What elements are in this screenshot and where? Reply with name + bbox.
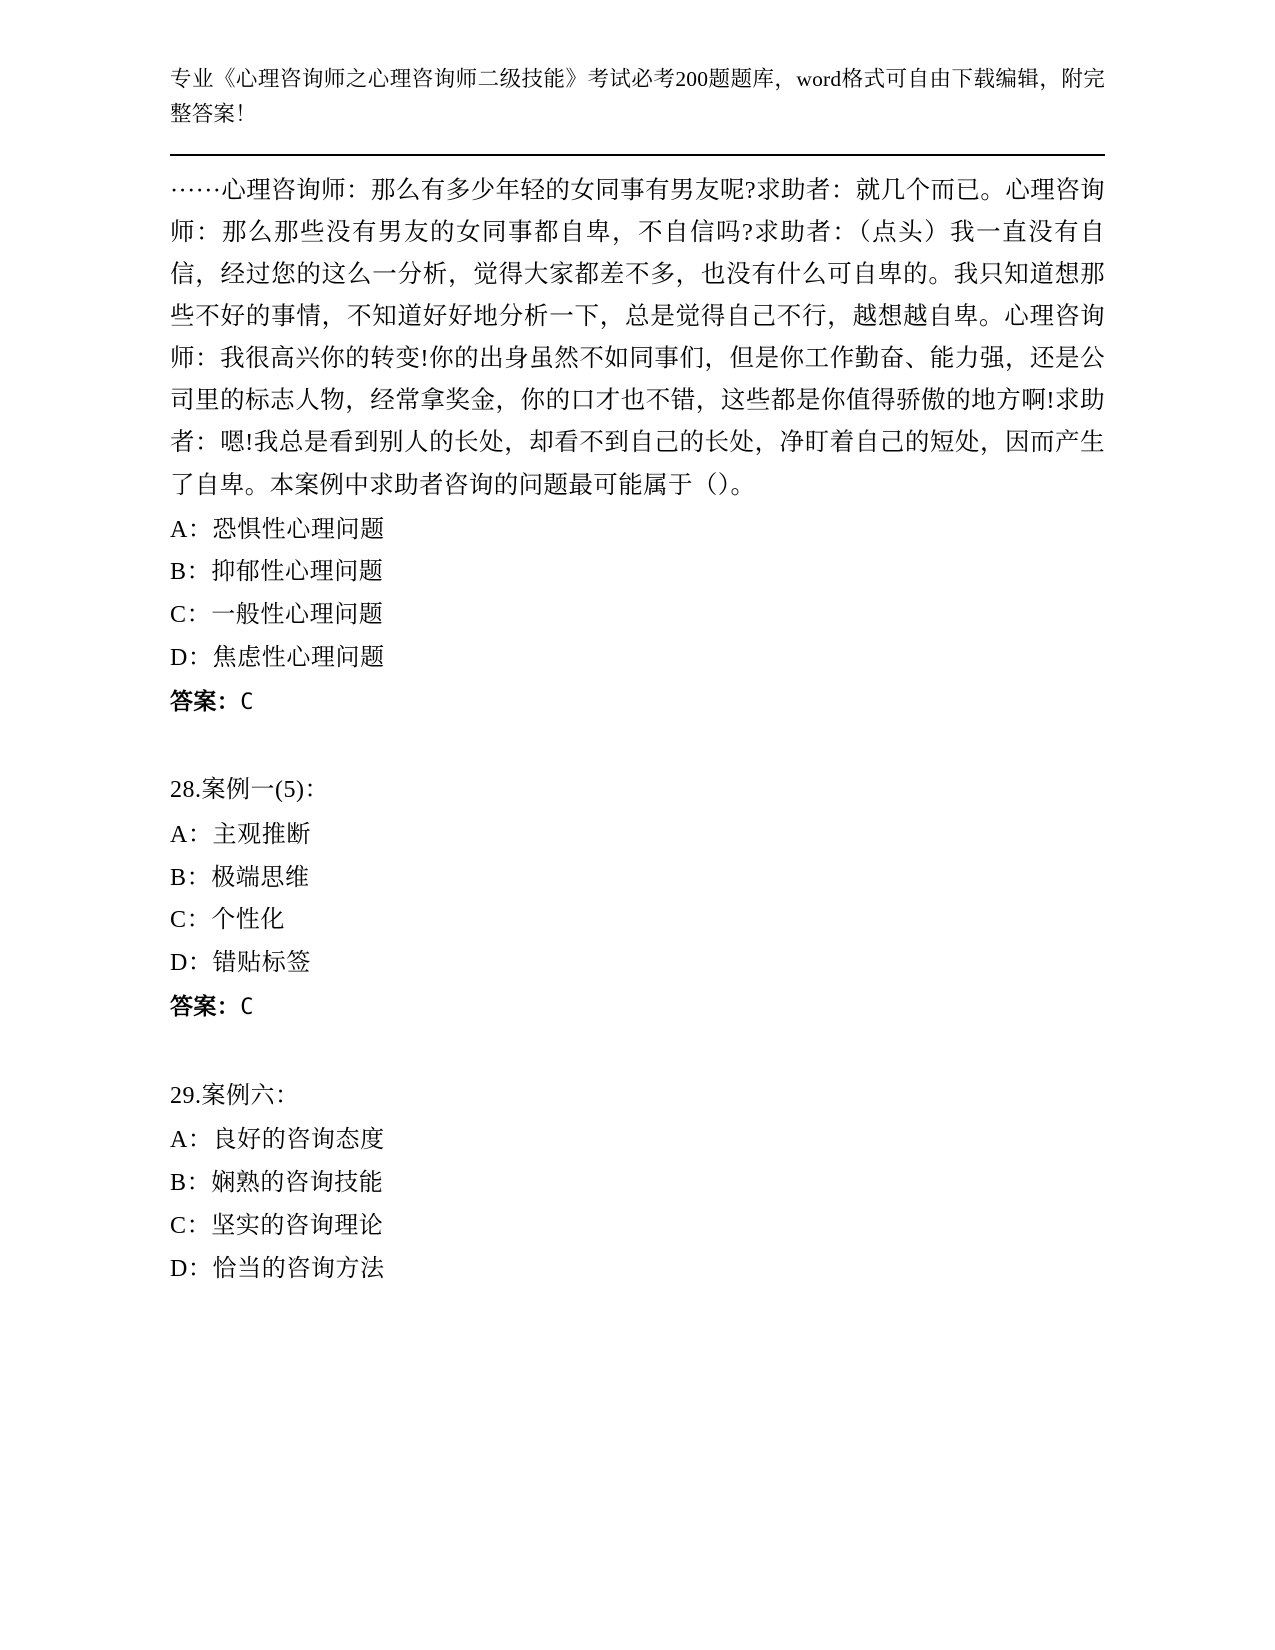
option-list xyxy=(170,814,1105,985)
option-c: C：坚实的咨询理论 xyxy=(170,1212,384,1239)
answer-value: C xyxy=(240,994,254,1020)
option-b: B：抑郁性心理问题 xyxy=(170,559,384,586)
option-d: D：焦虑性心理问题 xyxy=(170,644,385,671)
answer-row xyxy=(170,680,1105,724)
option-list xyxy=(170,1119,1105,1290)
option-c: C：一般性心理问题 xyxy=(170,602,384,629)
question-28 xyxy=(170,769,1105,1028)
answer-row xyxy=(170,985,1105,1029)
option-d: D：错贴标签 xyxy=(170,950,311,977)
option-c: C：个性化 xyxy=(170,907,286,934)
option-a: A：主观推断 xyxy=(170,822,311,849)
option-b: B：极端思维 xyxy=(170,864,310,891)
question-partial xyxy=(170,170,1105,724)
header-divider xyxy=(170,154,1105,156)
option-a: A：恐惧性心理问题 xyxy=(170,516,385,543)
option-d: D：恰当的咨询方法 xyxy=(170,1255,385,1282)
answer-label: 答案： xyxy=(170,688,241,714)
question-stem: 29.案例六： xyxy=(170,1082,300,1109)
option-b: B：娴熟的咨询技能 xyxy=(170,1170,384,1197)
answer-label: 答案： xyxy=(170,993,241,1019)
option-a: A：良好的咨询态度 xyxy=(170,1127,385,1154)
question-29 xyxy=(170,1075,1105,1291)
question-stem: ······心理咨询师：那么有多少年轻的女同事有男友呢?求助者：就几个而已。心理咨询师：那么那些没有男友的女同事都自卑，不自信吗?求助者：（点头）我一直没有自信，经过您的这么一分析，觉得大家都差不多，也没有什么可自卑的。我只知道想那些不好的事情，不知道好好地分析一下，总是觉得自己不行，越想越自卑。心理咨询师：我很高兴你的转变!你的出身虽然不如同事们，但是你工作勤奋、能力强，还是公司里的标志人物，经常拿奖金，你的口才也不错，这些都是你值得骄傲的地方啊!求助者：嗯!我总是看到别人的长处，却看不到自己的长处，净盯着自己的短处，因而产生了自卑。本案例中求助者咨询的问题最可能属于（）。 xyxy=(170,176,1105,499)
question-stem: 28.案例一(5)： xyxy=(170,777,329,804)
answer-value: C xyxy=(240,689,254,715)
document-header-title: 专业《心理咨询师之心理咨询师二级技能》考试必考200题题库，word格式可自由下载编辑，附完整答案！ xyxy=(170,67,1105,126)
option-list xyxy=(170,509,1105,680)
